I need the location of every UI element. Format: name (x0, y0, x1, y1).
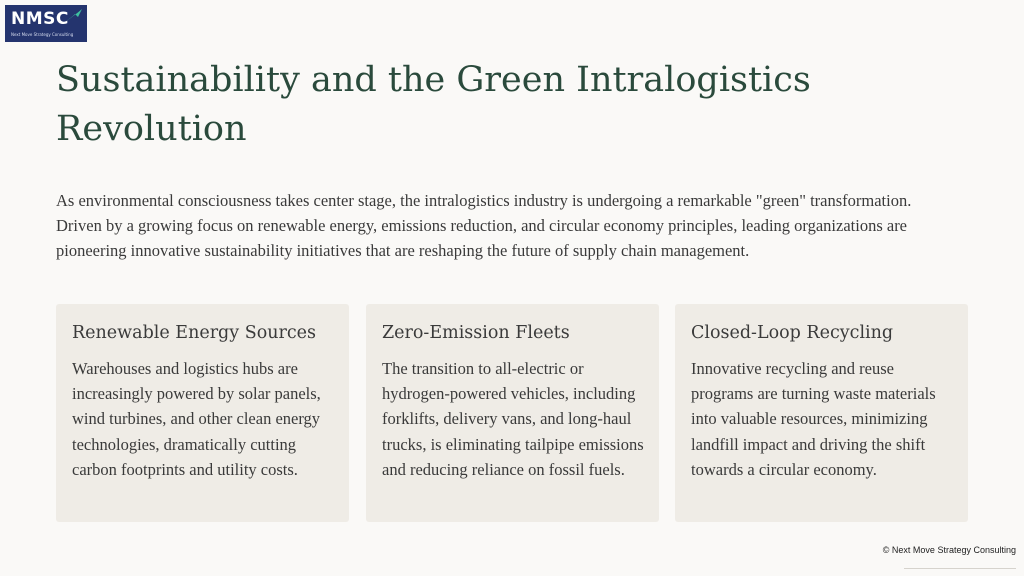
intro-paragraph: As environmental consciousness takes center stage, the intralogistics industry is undergoing a remarkable "green" transformation. Driven by a growing focus on renewable energy, emissions reduction, and circular economy principles, leading organizations are pioneering innovative sustainability initiatives that are reshaping the future of supply chain management. (56, 191, 912, 260)
card-title: Zero-Emission Fleets (382, 323, 570, 343)
company-logo (5, 5, 87, 42)
card-title: Renewable Energy Sources (72, 323, 317, 343)
footer-divider (904, 568, 1016, 569)
card-body: Warehouses and logistics hubs are increasingly powered by solar panels, wind turbines, and other clean energy technologies, dramatically cutting carbon footprints and utility costs. (72, 359, 321, 479)
copyright-footer: © Next Move Strategy Consulting (882, 545, 1016, 555)
page-title: Sustainability and the Green Intralogistics Revolution (56, 60, 811, 149)
card-closed-loop-recycling (675, 304, 968, 522)
logo-text: NMSC (11, 9, 69, 29)
card-zero-emission (366, 304, 659, 522)
swoosh-icon (65, 8, 83, 24)
card-body: Innovative recycling and reuse programs are turning waste materials into valuable resources, minimizing landfill impact and driving the shift towards a circular economy. (691, 359, 936, 479)
card-row (56, 304, 969, 522)
card-renewable-energy (56, 304, 349, 522)
card-title: Closed-Loop Recycling (691, 323, 894, 343)
card-body: The transition to all-electric or hydrogen-powered vehicles, including forklifts, delivery vans, and long-haul trucks, is eliminating tailpipe emissions and reducing reliance on fossil fuels. (382, 359, 644, 479)
logo-subtext: Next Move Strategy Consulting (11, 32, 74, 37)
